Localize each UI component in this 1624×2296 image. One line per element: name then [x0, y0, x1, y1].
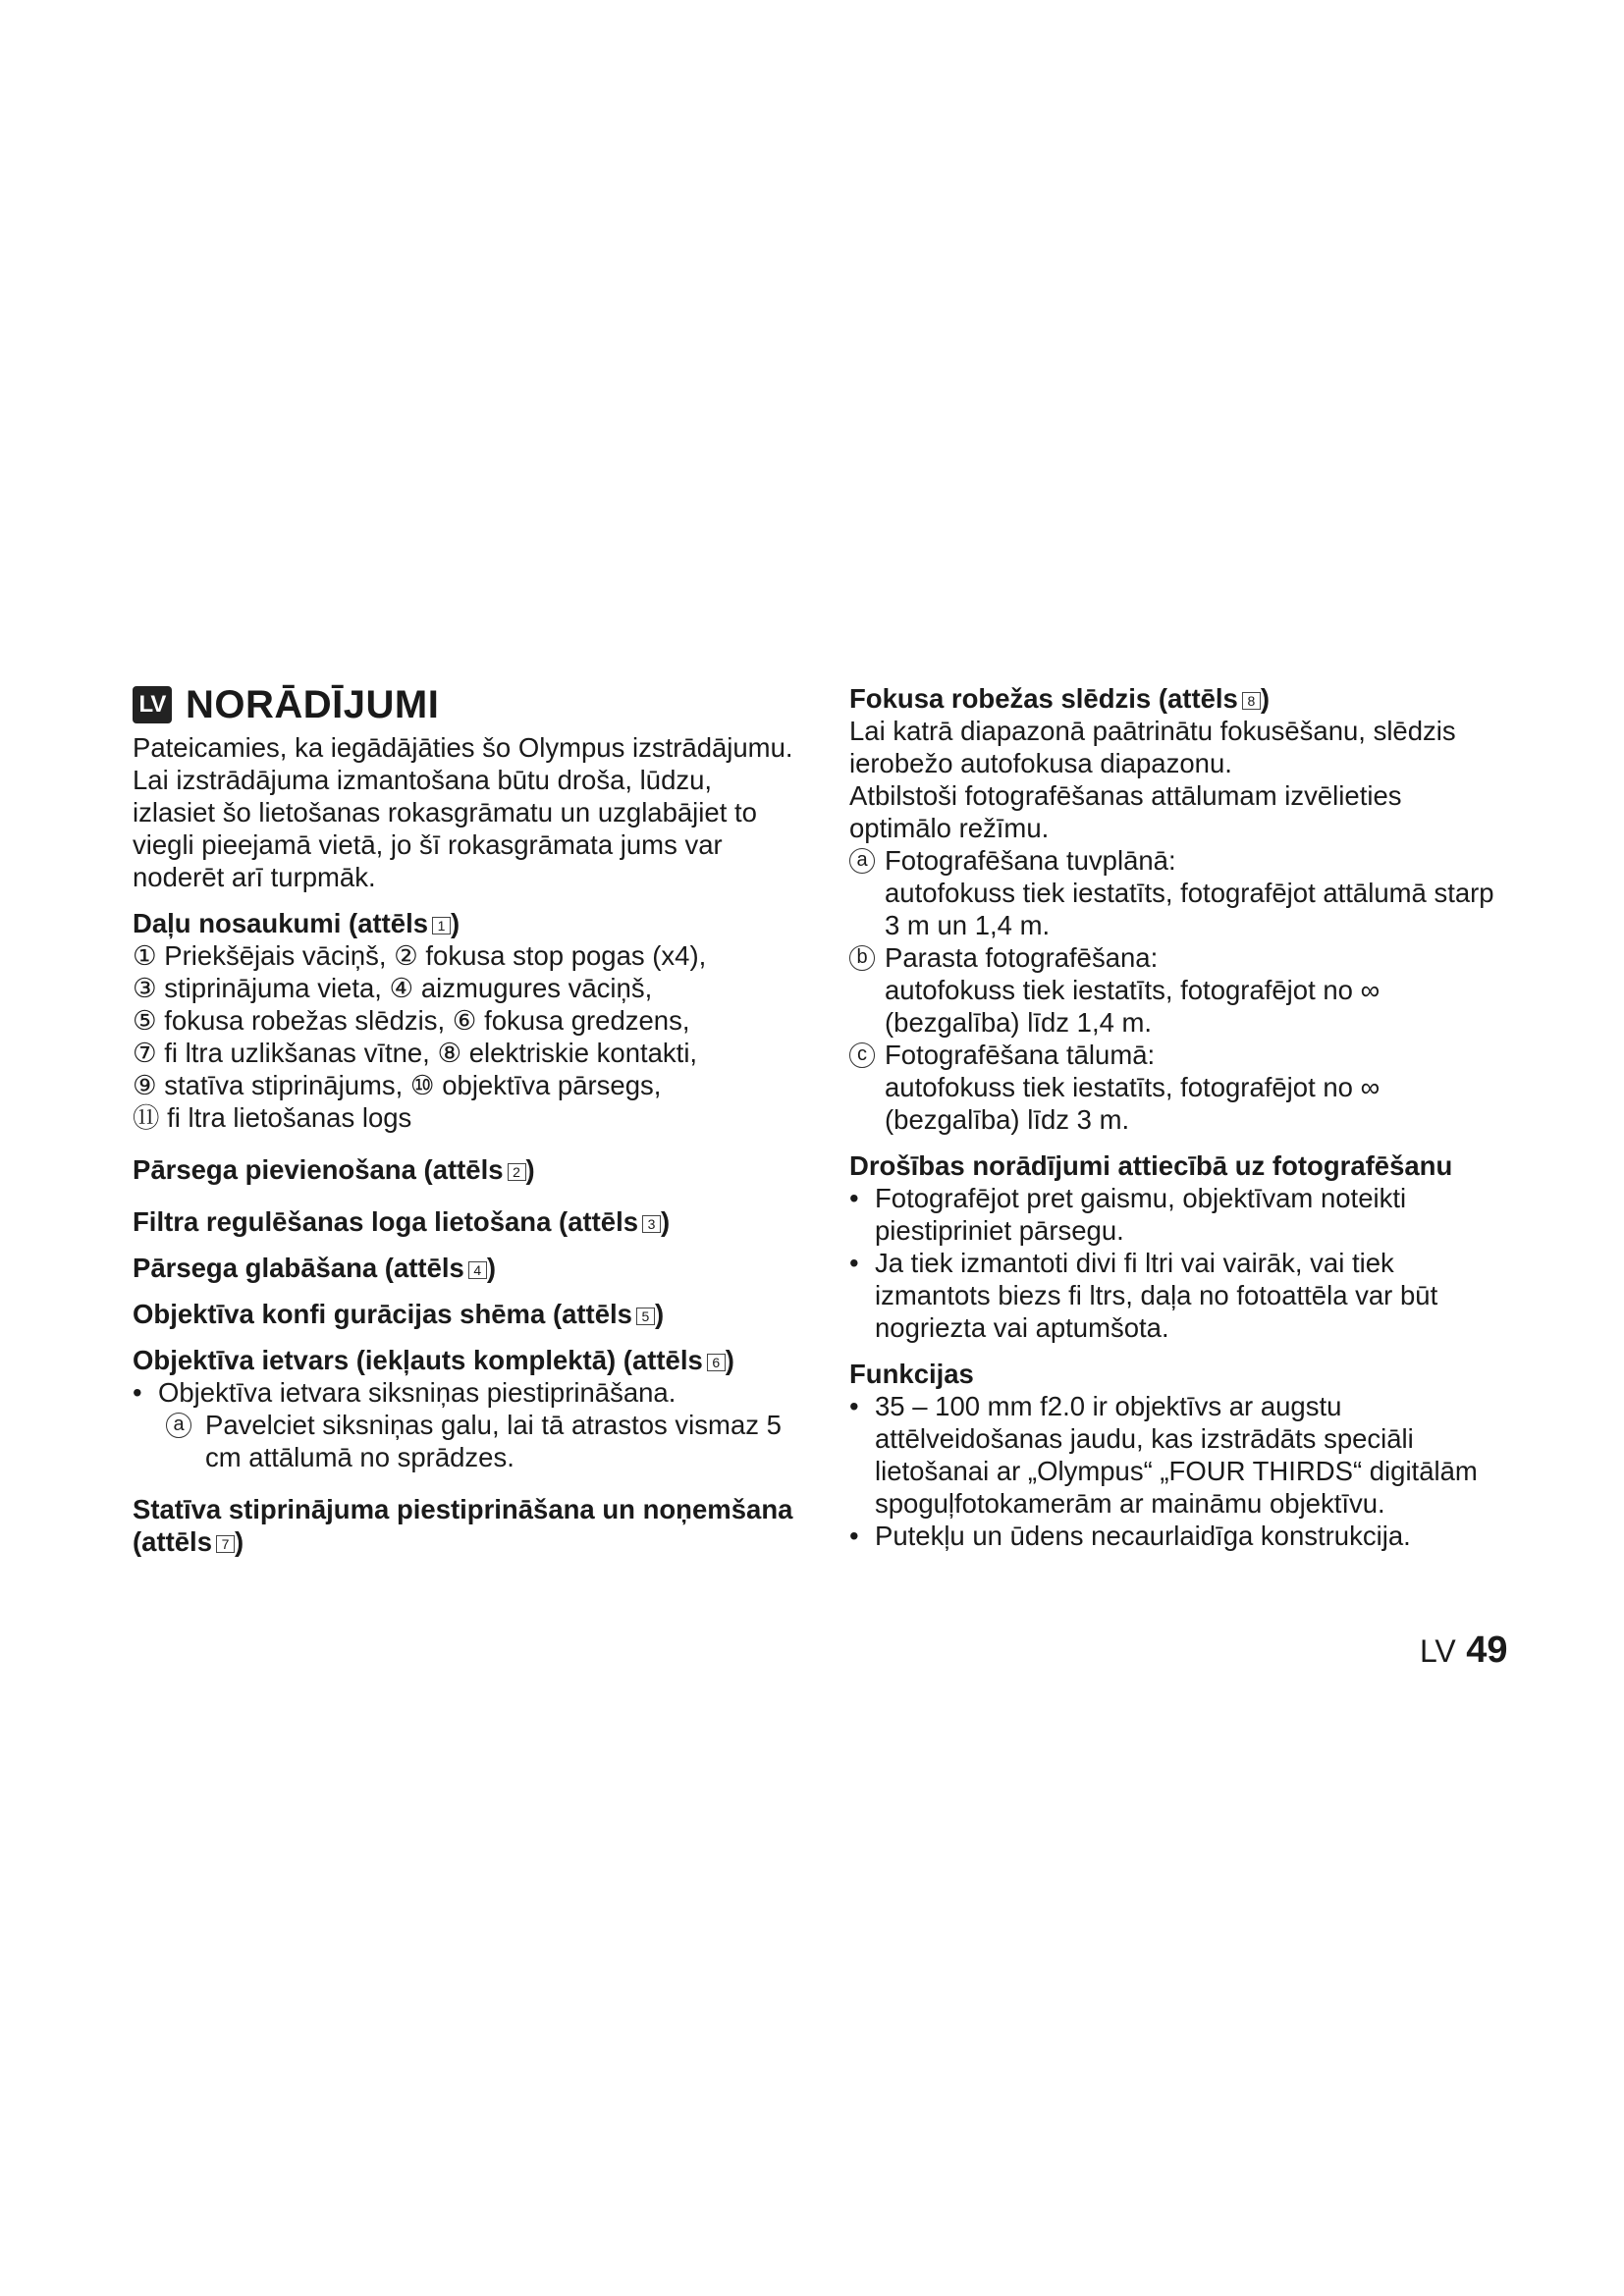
bullet-icon: •	[849, 1391, 859, 1421]
list-item-desc: autofokuss tiek iestatīts, fotografējot no ∞ (bezgalība) līdz 1,4 m.	[885, 975, 1380, 1038]
circled-c-icon: c	[849, 1042, 875, 1068]
page-lang: LV	[1420, 1633, 1456, 1669]
lens-config-heading: Objektīva konfi gurācijas shēma (attēls 5 )	[133, 1299, 665, 1329]
list-item: • Objektīva ietvara siksniņas piestiprināšana.	[133, 1377, 677, 1408]
features-heading: Funkcijas	[849, 1359, 974, 1389]
intro-paragraph: Pateicamies, ka iegādājāties šo Olympus izstrādājumu. Lai izstrādājuma izmantošana būtu droša, lūdzu, izlasiet šo lietošanas rokasgrāmatu un uzglabājiet to viegli pieejamā vietā, jo šī rokasgrāmata jums var noderēt arī turpmāk.	[133, 732, 793, 892]
bullet-icon: •	[849, 1183, 859, 1213]
figure-ref-icon: 7	[216, 1535, 235, 1553]
parts-line: ⑤ fokusa robežas slēdzis, ⑥ fokusa gredzens,	[133, 1005, 690, 1036]
parts-line: ③ stiprinājuma vieta, ④ aizmugures vāciņš,	[133, 973, 653, 1003]
left-column	[133, 682, 800, 1558]
focus-limit-text: Lai katrā diapazonā paātrinātu fokusēšanu, slēdzis ierobežo autofokusa diapazonu.	[849, 716, 1456, 778]
figure-ref-icon: 6	[707, 1354, 726, 1371]
figure-ref-icon: 8	[1242, 692, 1261, 710]
figure-ref-icon: 3	[642, 1215, 661, 1233]
figure-ref-icon: 2	[508, 1163, 526, 1181]
page-title: NORĀDĪJUMI	[186, 683, 440, 726]
figure-ref-icon: 4	[468, 1261, 487, 1279]
hood-storage-heading: Pārsega glabāšana (attēls 4 )	[133, 1253, 496, 1283]
lens-mount-heading: Objektīva ietvars (iekļauts komplektā) (attēls 6 )	[133, 1345, 734, 1375]
focus-limit-heading: Fokusa robežas slēdzis (attēls 8 )	[849, 683, 1271, 714]
page-number	[1420, 1629, 1508, 1672]
safety-heading: Drošības norādījumi attiecībā uz fotografēšanu	[849, 1150, 1453, 1181]
list-item: • 35 – 100 mm f2.0 ir objektīvs ar augstu attēlveidošanas jaudu, kas izstrādāts speciāli lietošanai ar „Olympus“ „FOUR THIRDS“ digitālām spoguļfotokamerām ar maināmu objektīvu.	[849, 1391, 1478, 1519]
list-item: • Fotografējot pret gaismu, objektīvam noteikti piestipriniet pārsegu.	[849, 1183, 1407, 1246]
bullet-icon: •	[849, 1521, 859, 1551]
list-item-desc: autofokuss tiek iestatīts, fotografējot no ∞ (bezgalība) līdz 3 m.	[885, 1072, 1380, 1135]
language-badge: LV	[133, 686, 172, 723]
hood-attach-heading: Pārsega pievienošana (attēls 2 )	[133, 1154, 535, 1185]
parts-heading: Daļu nosaukumi (attēls 1 )	[133, 908, 460, 938]
bullet-icon: •	[133, 1377, 142, 1408]
list-item: • Putekļu un ūdens necaurlaidīga konstrukcija.	[849, 1521, 1411, 1551]
list-item: a Pavelciet siksniņas galu, lai tā atrastos vismaz 5 cm attālumā no sprādzes.	[133, 1409, 800, 1473]
figure-ref-icon: 5	[636, 1308, 655, 1325]
list-item: b Parasta fotografēšana:	[849, 941, 1497, 974]
circled-b-icon: b	[849, 945, 875, 971]
list-item: • Ja tiek izmantoti divi fi ltri vai vairāk, vai tiek izmantots biezs fi ltrs, daļa no fotoattēla var būt nogriezta vai aptumšota.	[849, 1248, 1438, 1343]
list-item: a Fotografēšana tuvplānā:	[849, 844, 1497, 877]
parts-line: ⑦ fi ltra uzlikšanas vītne, ⑧ elektriskie kontakti,	[133, 1038, 698, 1068]
title-row	[133, 682, 800, 727]
right-column	[849, 682, 1497, 1552]
parts-list	[133, 939, 800, 1134]
bullet-icon: •	[849, 1248, 859, 1278]
figure-ref-icon: 1	[432, 917, 451, 934]
page-num-value: 49	[1466, 1629, 1508, 1671]
tripod-heading: Statīva stiprinājuma piestiprināšana un noņemšana (attēls 7 )	[133, 1494, 793, 1557]
filter-window-heading: Filtra regulēšanas loga lietošana (attēls 3 )	[133, 1206, 671, 1237]
parts-line: ⑪ fi ltra lietošanas logs	[133, 1102, 412, 1133]
circled-a-icon: a	[166, 1413, 191, 1438]
parts-line: ⑨ statīva stiprinājums, ⑩ objektīva pārsegs,	[133, 1070, 662, 1100]
parts-line: ① Priekšējais vāciņš, ② fokusa stop pogas (x4),	[133, 940, 707, 971]
circled-a-icon: a	[849, 848, 875, 874]
focus-limit-text: Atbilstoši fotografēšanas attālumam izvēlieties optimālo režīmu.	[849, 780, 1402, 843]
list-item: c Fotografēšana tālumā:	[849, 1039, 1497, 1071]
list-item-desc: autofokuss tiek iestatīts, fotografējot attālumā starp 3 m un 1,4 m.	[885, 878, 1494, 940]
